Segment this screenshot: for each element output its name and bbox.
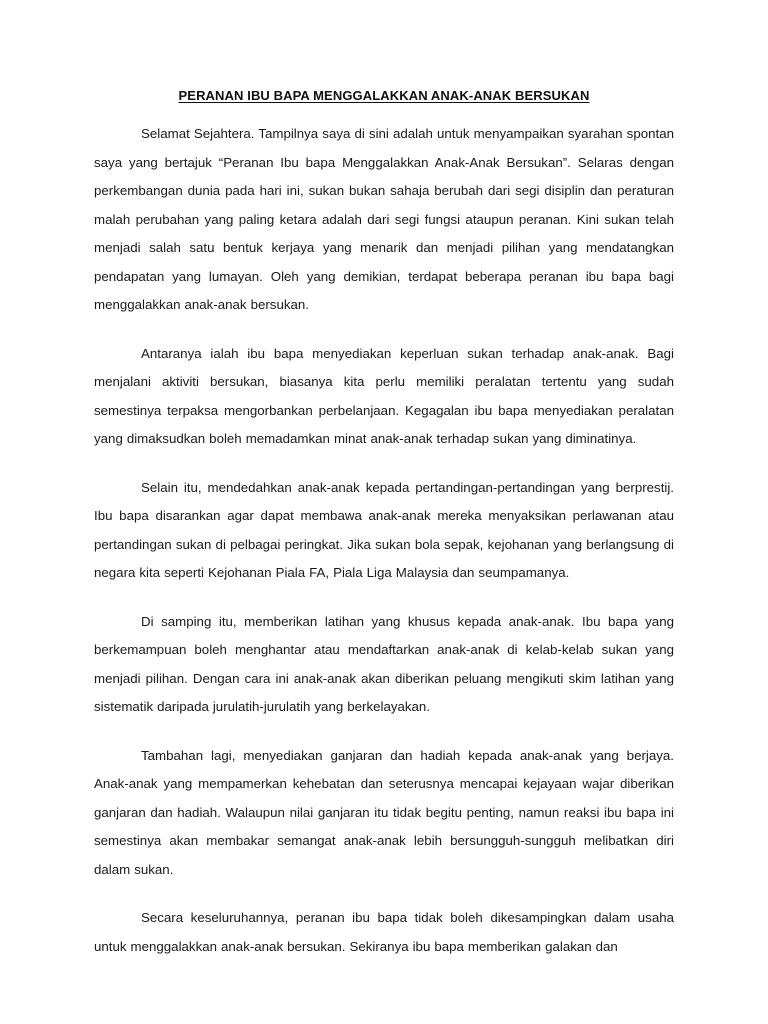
- paragraph-rewards: Tambahan lagi, menyediakan ganjaran dan hadiah kepada anak-anak yang berjaya. Anak-anak yang mempamerkan kehebatan dan seterusnya mencapai kejayaan wajar diberikan ganjaran dan hadiah. Walaupun nilai ganjaran itu tidak begitu penting, namun reaksi ibu bapa ini semestinya akan membakar semangat anak-anak lebih bersungguh-sungguh melibatkan diri dalam sukan.: [94, 747, 674, 877]
- paragraph-sports-equipment: Antaranya ialah ibu bapa menyediakan keperluan sukan terhadap anak-anak. Bagi menjalani aktiviti bersukan, biasanya kita perlu memiliki peralatan tertentu yang sudah semestinya terpaksa mengorbankan perbelanjaan. Kegagalan ibu bapa menyediakan peralatan yang dimaksudkan boleh memadamkan minat anak-anak terhadap sukan yang diminatinya.: [94, 345, 674, 446]
- paragraph-conclusion: Secara keseluruhannya, peranan ibu bapa tidak boleh dikesampingkan dalam usaha untuk menggalakkan anak-anak bersukan. Sekiranya ibu bapa memberikan galakan dan: [94, 910, 674, 954]
- document-body: [94, 120, 674, 981]
- paragraph-training: Di samping itu, memberikan latihan yang khusus kepada anak-anak. Ibu bapa yang berkemampuan boleh menghantar atau mendaftarkan anak-anak di kelab-kelab sukan yang menjadi pilihan. Dengan cara ini anak-anak akan diberikan peluang mengikuti skim latihan yang sistematik daripada jurulatih-jurulatih yang berkelayakan.: [94, 613, 674, 714]
- paragraph-introduction: Selamat Sejahtera. Tampilnya saya di sini adalah untuk menyampaikan syarahan spontan saya yang bertajuk “Peranan Ibu bapa Menggalakkan Anak-Anak Bersukan”. Selaras dengan perkembangan dunia pada hari ini, sukan bukan sahaja berubah dari segi disiplin dan peraturan malah perubahan yang paling ketara adalah dari segi fungsi ataupun peranan. Kini sukan telah menjadi salah satu bentuk kerjaya yang menarik dan menjadi pilihan yang mendatangkan pendapatan yang lumayan. Oleh yang demikian, terdapat beberapa peranan ibu bapa bagi menggalakkan anak-anak bersukan.: [94, 126, 674, 312]
- paragraph-competitions: Selain itu, mendedahkan anak-anak kepada pertandingan-pertandingan yang berprestij. Ibu bapa disarankan agar dapat membawa anak-anak mereka menyaksikan perlawanan atau pertandingan sukan di pelbagai peringkat. Jika sukan bola sepak, kejohanan yang berlangsung di negara kita seperti Kejohanan Piala FA, Piala Liga Malaysia dan seumpamanya.: [94, 479, 674, 580]
- document-title: PERANAN IBU BAPA MENGGALAKKAN ANAK-ANAK BERSUKAN: [178, 88, 590, 103]
